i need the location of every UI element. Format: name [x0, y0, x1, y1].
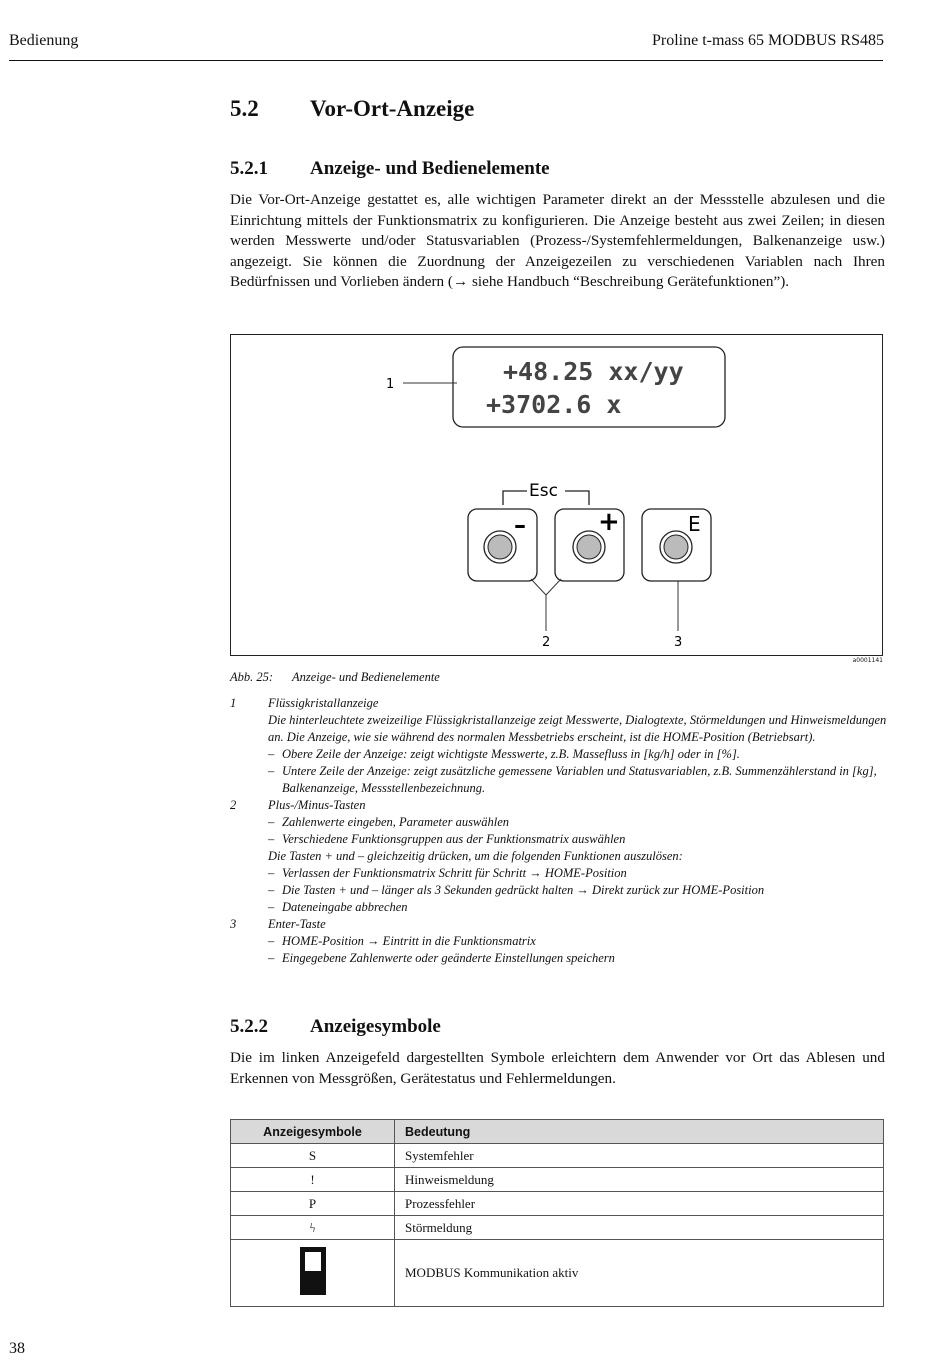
table-cell-meaning: MODBUS Kommunikation aktiv [395, 1240, 884, 1307]
legend-item-1-text: Die hinterleuchtete zweizeilige Flüssigkristallanzeige zeigt Messwerte, Dialogtexte, Störmeldungen und Hinweismeldungen an. Die Anzeige, wie sie während des normalen Messbetriebs erscheint, ist die HOME-Position (Betriebsart). [268, 713, 887, 744]
plus-key-button [577, 535, 601, 559]
table-row [231, 1192, 884, 1216]
table-cell-meaning: Prozessfehler [395, 1192, 884, 1216]
legend-item-2-bullet-1: – Zahlenwerte eingeben, Parameter auswählen [268, 814, 890, 831]
legend-item-1-number: 1 [230, 696, 237, 710]
legend-item-3-bullet-1: – HOME-Position → Eintritt in die Funktionsmatrix [268, 933, 890, 950]
section-heading [230, 96, 474, 122]
table-cell-meaning: Störmeldung [395, 1216, 884, 1240]
legend-item-1-bullet-2: – Untere Zeile der Anzeige: zeigt zusätzliche gemessene Variablen und Statusvariablen, z.B. Summenzählerstand in [kg], Balkenanzeige, Messstellenbezeichnung. [268, 763, 890, 797]
table-row [231, 1144, 884, 1168]
table-cell-symbol: ! [231, 1168, 395, 1192]
table-cell-meaning: Hinweismeldung [395, 1168, 884, 1192]
subsection-title-1: Anzeige- und Bedienelemente [310, 158, 550, 179]
figure-legend [230, 695, 890, 967]
subsection-heading-2 [230, 1016, 441, 1038]
callout-2-fork [531, 579, 561, 595]
legend-item-2-number: 2 [230, 798, 237, 812]
display-diagram [231, 335, 882, 655]
legend-item-1-title: Flüssigkristallanzeige [268, 696, 379, 710]
esc-bracket-left [503, 491, 527, 505]
legend-item-1 [230, 695, 890, 797]
callout-1: 1 [386, 377, 395, 392]
page-number: 38 [9, 1340, 25, 1357]
table-row [231, 1168, 884, 1192]
legend-item-3 [230, 916, 890, 967]
legend-item-2-bullet-5: – Dateneingabe abbrechen [268, 899, 890, 916]
section-title: Vor-Ort-Anzeige [310, 96, 475, 121]
legend-item-2-title: Plus-/Minus-Tasten [268, 798, 366, 812]
table-cell-meaning: Systemfehler [395, 1144, 884, 1168]
legend-item-3-title: Enter-Taste [268, 917, 326, 931]
table-header-row [231, 1120, 884, 1144]
lcd-line-2: +3702.6 x [486, 390, 622, 419]
subsection-number-1: 5.2.1 [230, 158, 268, 179]
figure-caption [230, 670, 440, 685]
symbols-table [230, 1119, 884, 1307]
subsection-title-2: Anzeigesymbole [310, 1016, 441, 1037]
legend-item-2 [230, 797, 890, 916]
enter-key-label: E [688, 512, 701, 536]
esc-bracket-right [565, 491, 589, 505]
legend-item-2-bullet-4: – Die Tasten + und – länger als 3 Sekunden gedrückt halten → Direkt zurück zur HOME-Position [268, 882, 890, 899]
caption-text: Anzeige- und Bedienelemente [292, 670, 440, 684]
table-row [231, 1216, 884, 1240]
minus-key-button [488, 535, 512, 559]
intro-paragraph: Die Vor-Ort-Anzeige gestattet es, alle wichtigen Parameter direkt an der Messstelle abzulesen und die Einrichtung mittels der Funktionsmatrix zu konfigurieren. Die Anzeige besteht aus zwei Zeilen; in diesen werden Messwerte und/oder Statusvariablen (Prozess-/Systemfehlermeldungen, Balkenanzeige usw.) angezeigt. Sie können die Zuordnung der Anzeigezeilen zu verschiedenen Variablen nach Ihren Bedürfnissen und Vorlieben ändern (→ siehe Handbuch “Beschreibung Gerätefunktionen”). [230, 191, 885, 290]
caption-label: Abb. 25: [230, 670, 274, 684]
modbus-communication-icon [300, 1247, 326, 1295]
subsection-number-2: 5.2.2 [230, 1016, 268, 1037]
minus-key-label: – [514, 511, 526, 539]
enter-key-button [664, 535, 688, 559]
display-figure [230, 334, 883, 656]
header-product-name: Proline t-mass 65 MODBUS RS485 [651, 32, 884, 49]
table-cell-symbol: P [231, 1192, 395, 1216]
legend-item-2-text: Die Tasten + und – gleichzeitig drücken, um die folgenden Funktionen auszulösen: [268, 849, 683, 863]
legend-item-3-bullet-2: – Eingegebene Zahlenwerte oder geänderte Einstellungen speichern [268, 950, 890, 967]
table-header-meaning: Bedeutung [395, 1120, 884, 1144]
callout-2: 2 [542, 635, 551, 650]
figure-id: a0001141 [852, 657, 883, 664]
esc-label: Esc [529, 481, 558, 501]
subsection-heading-1 [230, 158, 550, 180]
table-cell-symbol: ϟ [231, 1216, 395, 1240]
legend-item-2-bullet-2: – Verschiedene Funktionsgruppen aus der Funktionsmatrix auswählen [268, 831, 890, 848]
callout-3: 3 [674, 635, 683, 650]
table-header-symbols: Anzeigesymbole [231, 1120, 395, 1144]
header-section-name: Bedienung [9, 32, 79, 49]
plus-key-label: + [598, 507, 620, 537]
symbols-paragraph: Die im linken Anzeigefeld dargestellten Symbole erleichtern dem Anwender vor Ort das Ablesen und Erkennen von Messgrößen, Gerätestatus und Fehlermeldungen. [230, 1049, 885, 1087]
table-cell-symbol: S [231, 1144, 395, 1168]
legend-item-3-number: 3 [230, 917, 237, 931]
table-cell-symbol [231, 1240, 395, 1307]
legend-item-1-bullet-1: – Obere Zeile der Anzeige: zeigt wichtigste Messwerte, z.B. Massefluss in [kg/h] oder in [%]. [268, 746, 890, 763]
table-row [231, 1240, 884, 1307]
header-divider [9, 60, 883, 61]
lcd-line-1: +48.25 xx/yy [503, 357, 684, 386]
section-number: 5.2 [230, 96, 259, 121]
legend-item-2-bullet-3: – Verlassen der Funktionsmatrix Schritt für Schritt → HOME-Position [268, 865, 890, 882]
